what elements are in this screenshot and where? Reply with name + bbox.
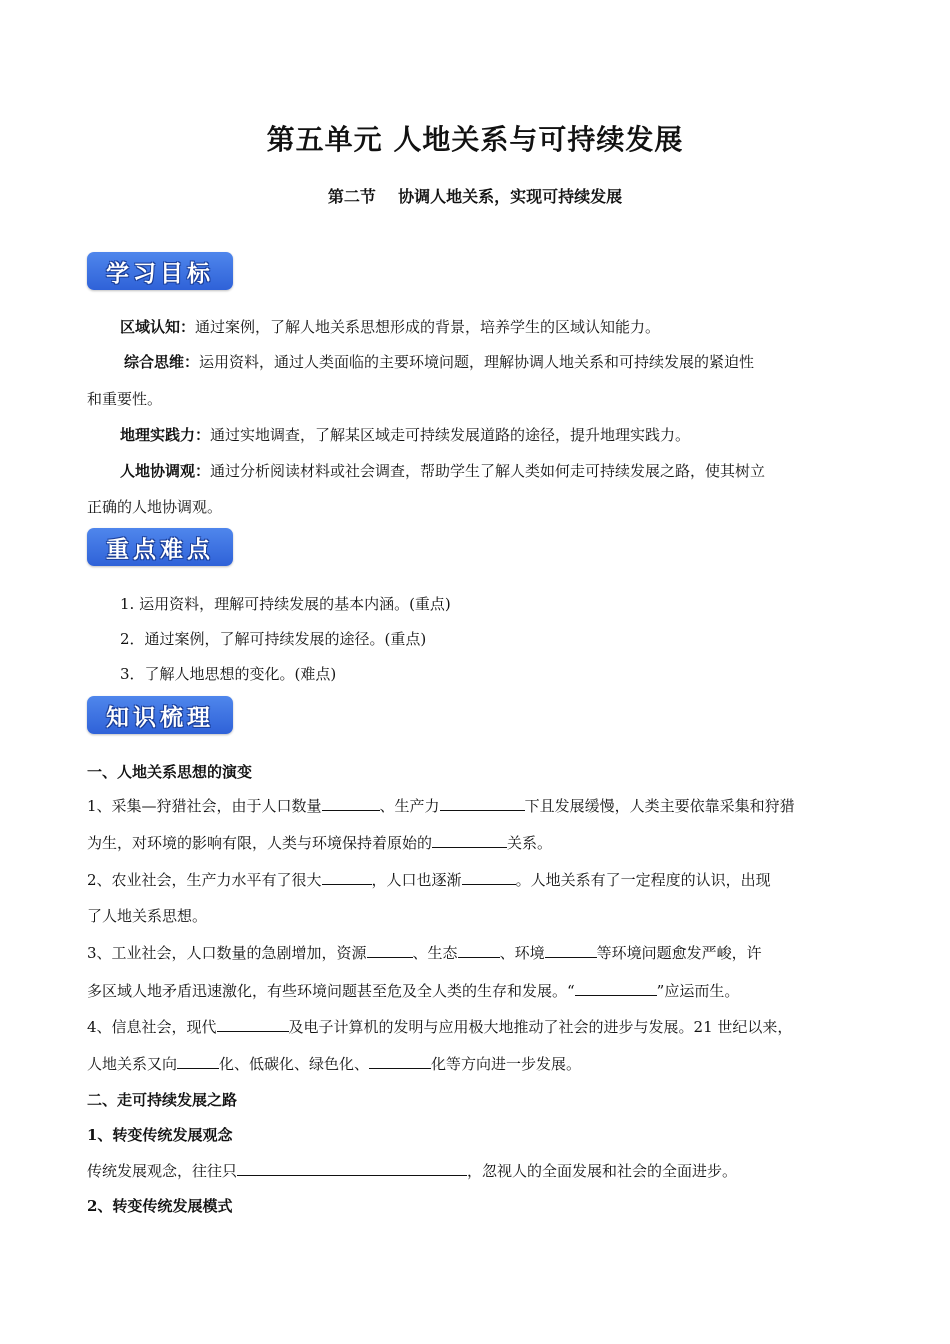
- goal-label: 地理实践力：: [120, 426, 211, 444]
- fill-blank[interactable]: [462, 869, 516, 885]
- fill-blank[interactable]: [367, 942, 413, 958]
- goal-regional-cognition: [120, 317, 660, 337]
- fill-blank[interactable]: [440, 795, 525, 811]
- goal-geo-practice: [120, 425, 690, 445]
- knowledge-review-label: 知识梳理: [106, 704, 214, 731]
- paragraph-line: 人地关系又向 化、低碳化、绿色化、 化等方向进一步发展。: [87, 1055, 582, 1073]
- goal-text: 通过案例，了解人地关系思想形成的背景，培养学生的区域认知能力。: [195, 318, 661, 336]
- goal-text: 运用资料，通过人类面临的主要环境问题，理解协调人地关系和可持续发展的紧迫性: [199, 353, 755, 371]
- fill-blank[interactable]: [432, 832, 507, 848]
- fill-blank[interactable]: [545, 942, 597, 958]
- paragraph-line: 3、工业社会，人口数量的急剧增加，资源 、生态 、环境 等环境问题愈发严峻，许: [87, 944, 762, 962]
- fill-blank[interactable]: [458, 942, 500, 958]
- learning-goals-badge: [87, 252, 233, 290]
- paragraph-line: 为生，对环境的影响有限，人类与环境保持着原始的 关系。: [87, 834, 553, 852]
- learning-goals-label: 学习目标: [106, 260, 214, 287]
- section-heading: 二、走可持续发展之路: [87, 1091, 238, 1109]
- paragraph-line: 2、农业社会，生产力水平有了很大 ，人口也逐渐 。人地关系有了一定程度的认识，出现: [87, 871, 771, 889]
- fill-blank[interactable]: [177, 1053, 219, 1069]
- key-points-badge: [87, 528, 233, 566]
- goal-text-continued: 正确的人地协调观。: [87, 498, 223, 516]
- fill-blank[interactable]: [322, 795, 380, 811]
- key-points-label: 重点难点: [106, 536, 214, 563]
- paragraph-line: 4、信息社会，现代 及电子计算机的发明与应用极大地推动了社会的进步与发展。21 世纪以来，: [87, 1018, 793, 1036]
- goal-comprehensive-thinking: [124, 352, 754, 372]
- goal-label: 综合思维：: [124, 353, 200, 371]
- paragraph-line: 1、采集—狩猎社会，由于人口数量 、生产力 下且发展缓慢，人类主要依靠采集和狩猎: [87, 797, 795, 815]
- goal-text-continued: 和重要性。: [87, 390, 163, 408]
- key-point-item: 1. 运用资料，理解可持续发展的基本内涵。(重点): [120, 595, 451, 613]
- section-subtitle: 第二节 协调人地关系，实现可持续发展: [327, 187, 623, 206]
- goal-text: 通过分析阅读材料或社会调查，帮助学生了解人类如何走可持续发展之路，使其树立: [210, 462, 766, 480]
- paragraph-line: 了人地关系思想。: [87, 907, 208, 925]
- goal-label: 区域认知：: [120, 318, 196, 336]
- page-title: 第五单元 人地关系与可持续发展: [266, 123, 684, 156]
- subsection-heading: 2、转变传统发展模式: [87, 1197, 233, 1215]
- section-heading: 一、人地关系思想的演变: [87, 763, 253, 781]
- goal-label: 人地协调观：: [120, 462, 211, 480]
- paragraph-line: 传统发展观念，往往只 ，忽视人的全面发展和社会的全面进步。: [87, 1162, 738, 1180]
- key-point-item: 3．了解人地思想的变化。(难点): [120, 665, 337, 683]
- fill-blank[interactable]: [237, 1160, 467, 1176]
- knowledge-review-badge: [87, 696, 233, 734]
- fill-blank[interactable]: [369, 1053, 431, 1069]
- fill-blank[interactable]: [322, 869, 372, 885]
- paragraph-line: 多区域人地矛盾迅速激化，有些环境问题甚至危及全人类的生存和发展。“ ”应运而生。: [87, 982, 740, 1000]
- subsection-heading: 1、转变传统发展观念: [87, 1126, 233, 1144]
- fill-blank[interactable]: [575, 980, 657, 996]
- goal-human-land-harmony: [120, 461, 765, 481]
- goal-text: 通过实地调查，了解某区域走可持续发展道路的途径，提升地理实践力。: [210, 426, 691, 444]
- key-point-item: 2．通过案例，了解可持续发展的途径。(重点): [120, 630, 427, 648]
- fill-blank[interactable]: [217, 1016, 289, 1032]
